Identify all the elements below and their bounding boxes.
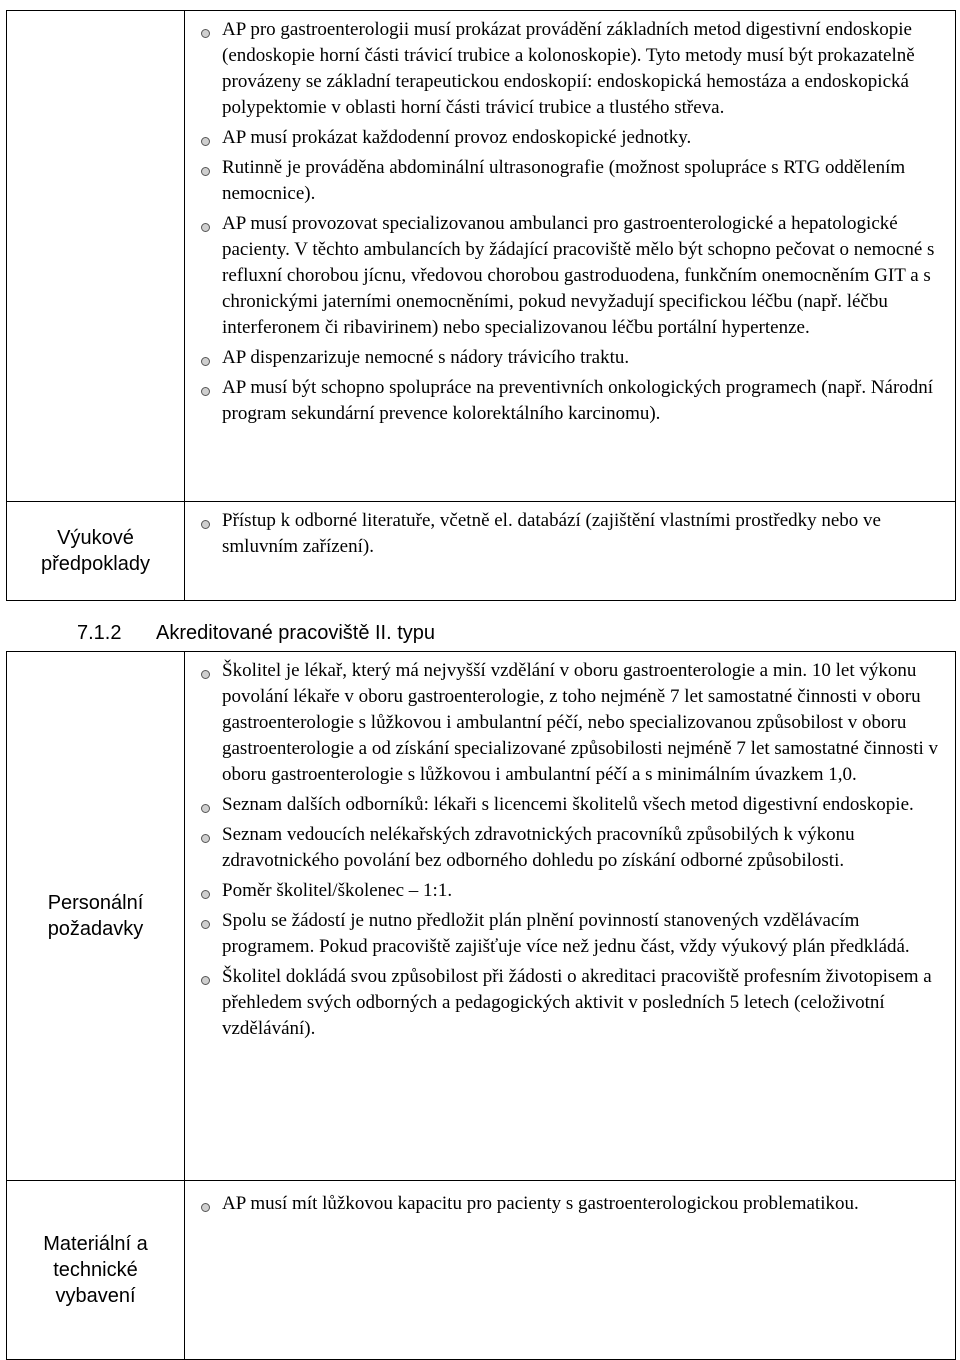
bullet-icon (201, 387, 210, 396)
list-item-text: Seznam dalších odborníků: lékaři s licencemi školitelů všech metod digestivní endoskopie. (222, 794, 914, 815)
row-content-cell (185, 502, 956, 601)
list-item (197, 211, 945, 341)
row-content-cell (185, 1181, 956, 1360)
bullet-list (197, 17, 945, 427)
bullet-list (197, 658, 945, 1042)
bullet-icon (201, 29, 210, 38)
list-item-text: Rutinně je prováděna abdominální ultrasonografie (možnost spolupráce s RTG oddělením nemocnice). (222, 157, 906, 204)
section-heading (77, 620, 435, 646)
list-item-text: Poměr školitel/školenec – 1:1. (222, 880, 453, 901)
row-content-cell (185, 652, 956, 1181)
list-item (197, 155, 945, 207)
list-item (197, 1191, 945, 1217)
list-item (197, 878, 945, 904)
list-item-text: Přístup k odborné literatuře, včetně el. databází (zajištění vlastními prostředky nebo ve smluvním zařízení). (222, 510, 881, 557)
list-item (197, 658, 945, 788)
bullet-list (197, 508, 945, 560)
bullet-icon (201, 890, 210, 899)
list-item-text: AP musí mít lůžkovou kapacitu pro pacienty s gastroenterologickou problematikou. (222, 1193, 859, 1214)
section-title: Akreditované pracoviště II. typu (156, 622, 436, 644)
row-content-cell (185, 11, 956, 502)
bullet-list (197, 1191, 945, 1217)
list-item (197, 792, 945, 818)
list-item-text: Školitel dokládá svou způsobilost při žádosti o akreditaci pracoviště profesním životopisem a přehledem svých odborných a pedagogických aktivit v posledních 5 letech (celoživotní vzdělávání). (222, 966, 932, 1039)
list-item-text: AP pro gastroenterologii musí prokázat provádění základních metod digestivní endoskopie (endoskopie horní části trávicí trubice a kolonoskopie). Tyto metody musí být prokazatelně provázeny se základní terapeutickou endoskopií: endoskopická hemostáza a endoskopická polypektomie v oblasti horní části trávicí trubice a tlustého střeva. (222, 19, 915, 118)
row-label-cell (7, 652, 185, 1181)
bullet-icon (201, 223, 210, 232)
bullet-icon (201, 804, 210, 813)
bullet-icon (201, 920, 210, 929)
bullet-icon (201, 167, 210, 176)
bullet-icon (201, 137, 210, 146)
list-item-text: Spolu se žádostí je nutno předložit plán plnění povinností stanovených vzdělávacím programem. Pokud pracoviště zajišťuje více než jednu část, vždy výukový plán předkládá. (222, 910, 910, 957)
bullet-icon (201, 670, 210, 679)
row-label-cell-empty (7, 11, 185, 502)
list-item (197, 508, 945, 560)
row-label-material-equipment: Materiální a technické vybavení (43, 1233, 148, 1307)
bullet-icon (201, 834, 210, 843)
list-item-text: AP musí provozovat specializovanou ambulanci pro gastroenterologické a hepatologické pacienty. V těchto ambulancích by žádající pracoviště mělo být schopno pečovat o nemocné s refluxní chorobou jícnu, vředovou chorobou gastroduodena, funkčním onemocněním GIT a s chronickými jaterními onemocněními, pokud nevyžadují specifickou léčbu (např. léčbu interferonem či ribavirinem) nebo specializovanou léčbu portální hypertenze. (222, 213, 935, 338)
list-item-text: Školitel je lékař, který má nejvyšší vzdělání v oboru gastroenterologie a min. 10 let výkonu povolání lékaře v oboru gastroenterologie, z toho nejméně 7 let samostatné činnosti v oboru gastroenterologie s lůžkovou i ambulantní péčí, nebo specializovanou způsobilost v oboru gastroenterologie a od získání specializované způsobilosti nejméně 7 let samostatné činnosti v oboru gastroenterologie s lůžkovou i ambulantní péčí a s minimálním úvazkem 1,0. (222, 660, 938, 785)
table-row-teaching-prerequisites (7, 502, 956, 601)
list-item (197, 375, 945, 427)
section-number: 7.1.2 (77, 622, 122, 644)
list-item-text: AP musí prokázat každodenní provoz endoskopické jednotky. (222, 127, 692, 148)
table-row-personnel-requirements (7, 652, 956, 1181)
row-label-teaching-prerequisites: Výukové předpoklady (41, 527, 150, 575)
table-row-material-equipment (7, 1181, 956, 1360)
row-label (7, 11, 184, 501)
list-item (197, 908, 945, 960)
list-item-text: AP musí být schopno spolupráce na preventivních onkologických programech (např. Národní program sekundární prevence kolorektálního karcinomu). (222, 377, 934, 424)
list-item (197, 17, 945, 121)
list-item (197, 345, 945, 371)
list-item (197, 964, 945, 1042)
row-label-personnel-requirements: Personální požadavky (47, 892, 144, 940)
bullet-icon (201, 1203, 210, 1212)
requirements-table-type-2 (6, 651, 956, 1360)
row-label-cell (7, 1181, 185, 1360)
list-item (197, 125, 945, 151)
list-item-text: AP dispenzarizuje nemocné s nádory trávicího traktu. (222, 347, 630, 368)
list-item (197, 822, 945, 874)
row-label-cell (7, 502, 185, 601)
bullet-icon (201, 357, 210, 366)
bullet-icon (201, 976, 210, 985)
table-row-clinical-requirements (7, 11, 956, 502)
bullet-icon (201, 520, 210, 529)
requirements-table-continued (6, 10, 956, 601)
list-item-text: Seznam vedoucích nelékařských zdravotnických pracovníků způsobilých k výkonu zdravotnického povolání bez odborného dohledu po získání odborné způsobilosti. (222, 824, 855, 871)
